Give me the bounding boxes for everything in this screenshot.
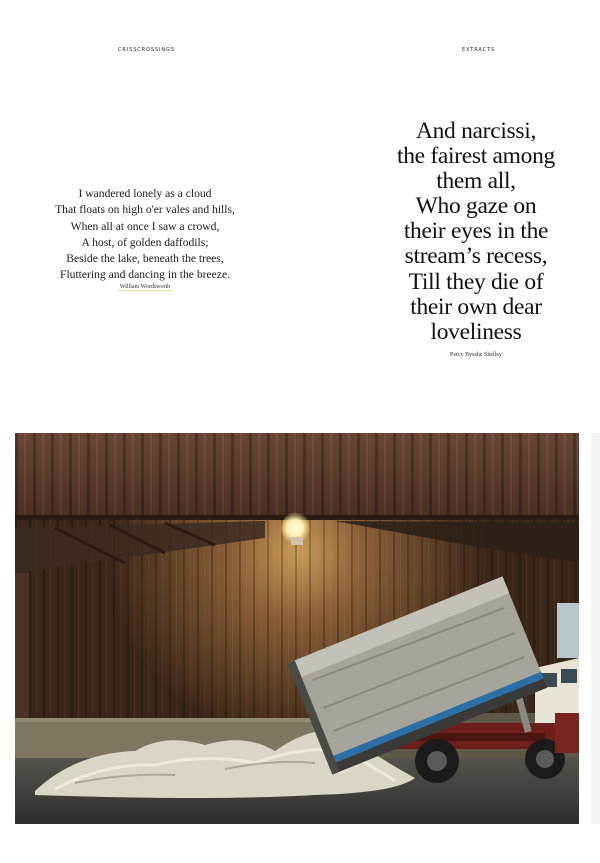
shelley-pull-quote [370,119,582,345]
poem-line: I wandered lonely as a cloud [78,187,212,200]
lamp-fixture [291,537,303,545]
quote-line: their eyes in the [403,218,549,245]
quote-line: Till they die of [408,268,544,295]
poem-line: Beside the lake, beneath the trees, [66,252,224,266]
quote-line: And narcissi, [415,118,537,144]
running-head-left: CRISSCROSSINGS [118,47,175,53]
wordsworth-poem [40,186,250,284]
wordsworth-attribution: William Wordsworth [119,284,171,290]
poem-line: A host, of golden daffodils; [81,235,209,249]
quote-line: them all, [436,168,516,195]
next-page-edge [591,433,600,824]
poem-line: That floats on high o'er vales and hills, [55,203,235,217]
quote-line: stream’s recess, [404,243,548,270]
quote-line: Who gaze on [415,193,537,220]
poem-line: When all at once I saw a crowd, [70,219,220,233]
quote-line: loveliness [430,318,522,345]
running-head-right: EXTRACTS [462,47,496,53]
barn-truck-photo [15,433,579,824]
quote-line: their own dear [410,293,542,320]
quote-line: the fairest among [396,143,556,170]
shelley-attribution: Percy Bysshe Shelley [450,352,502,358]
wordsworth-attribution-block [40,284,250,290]
poem-line: Fluttering and dancing in the breeze. [60,268,230,282]
